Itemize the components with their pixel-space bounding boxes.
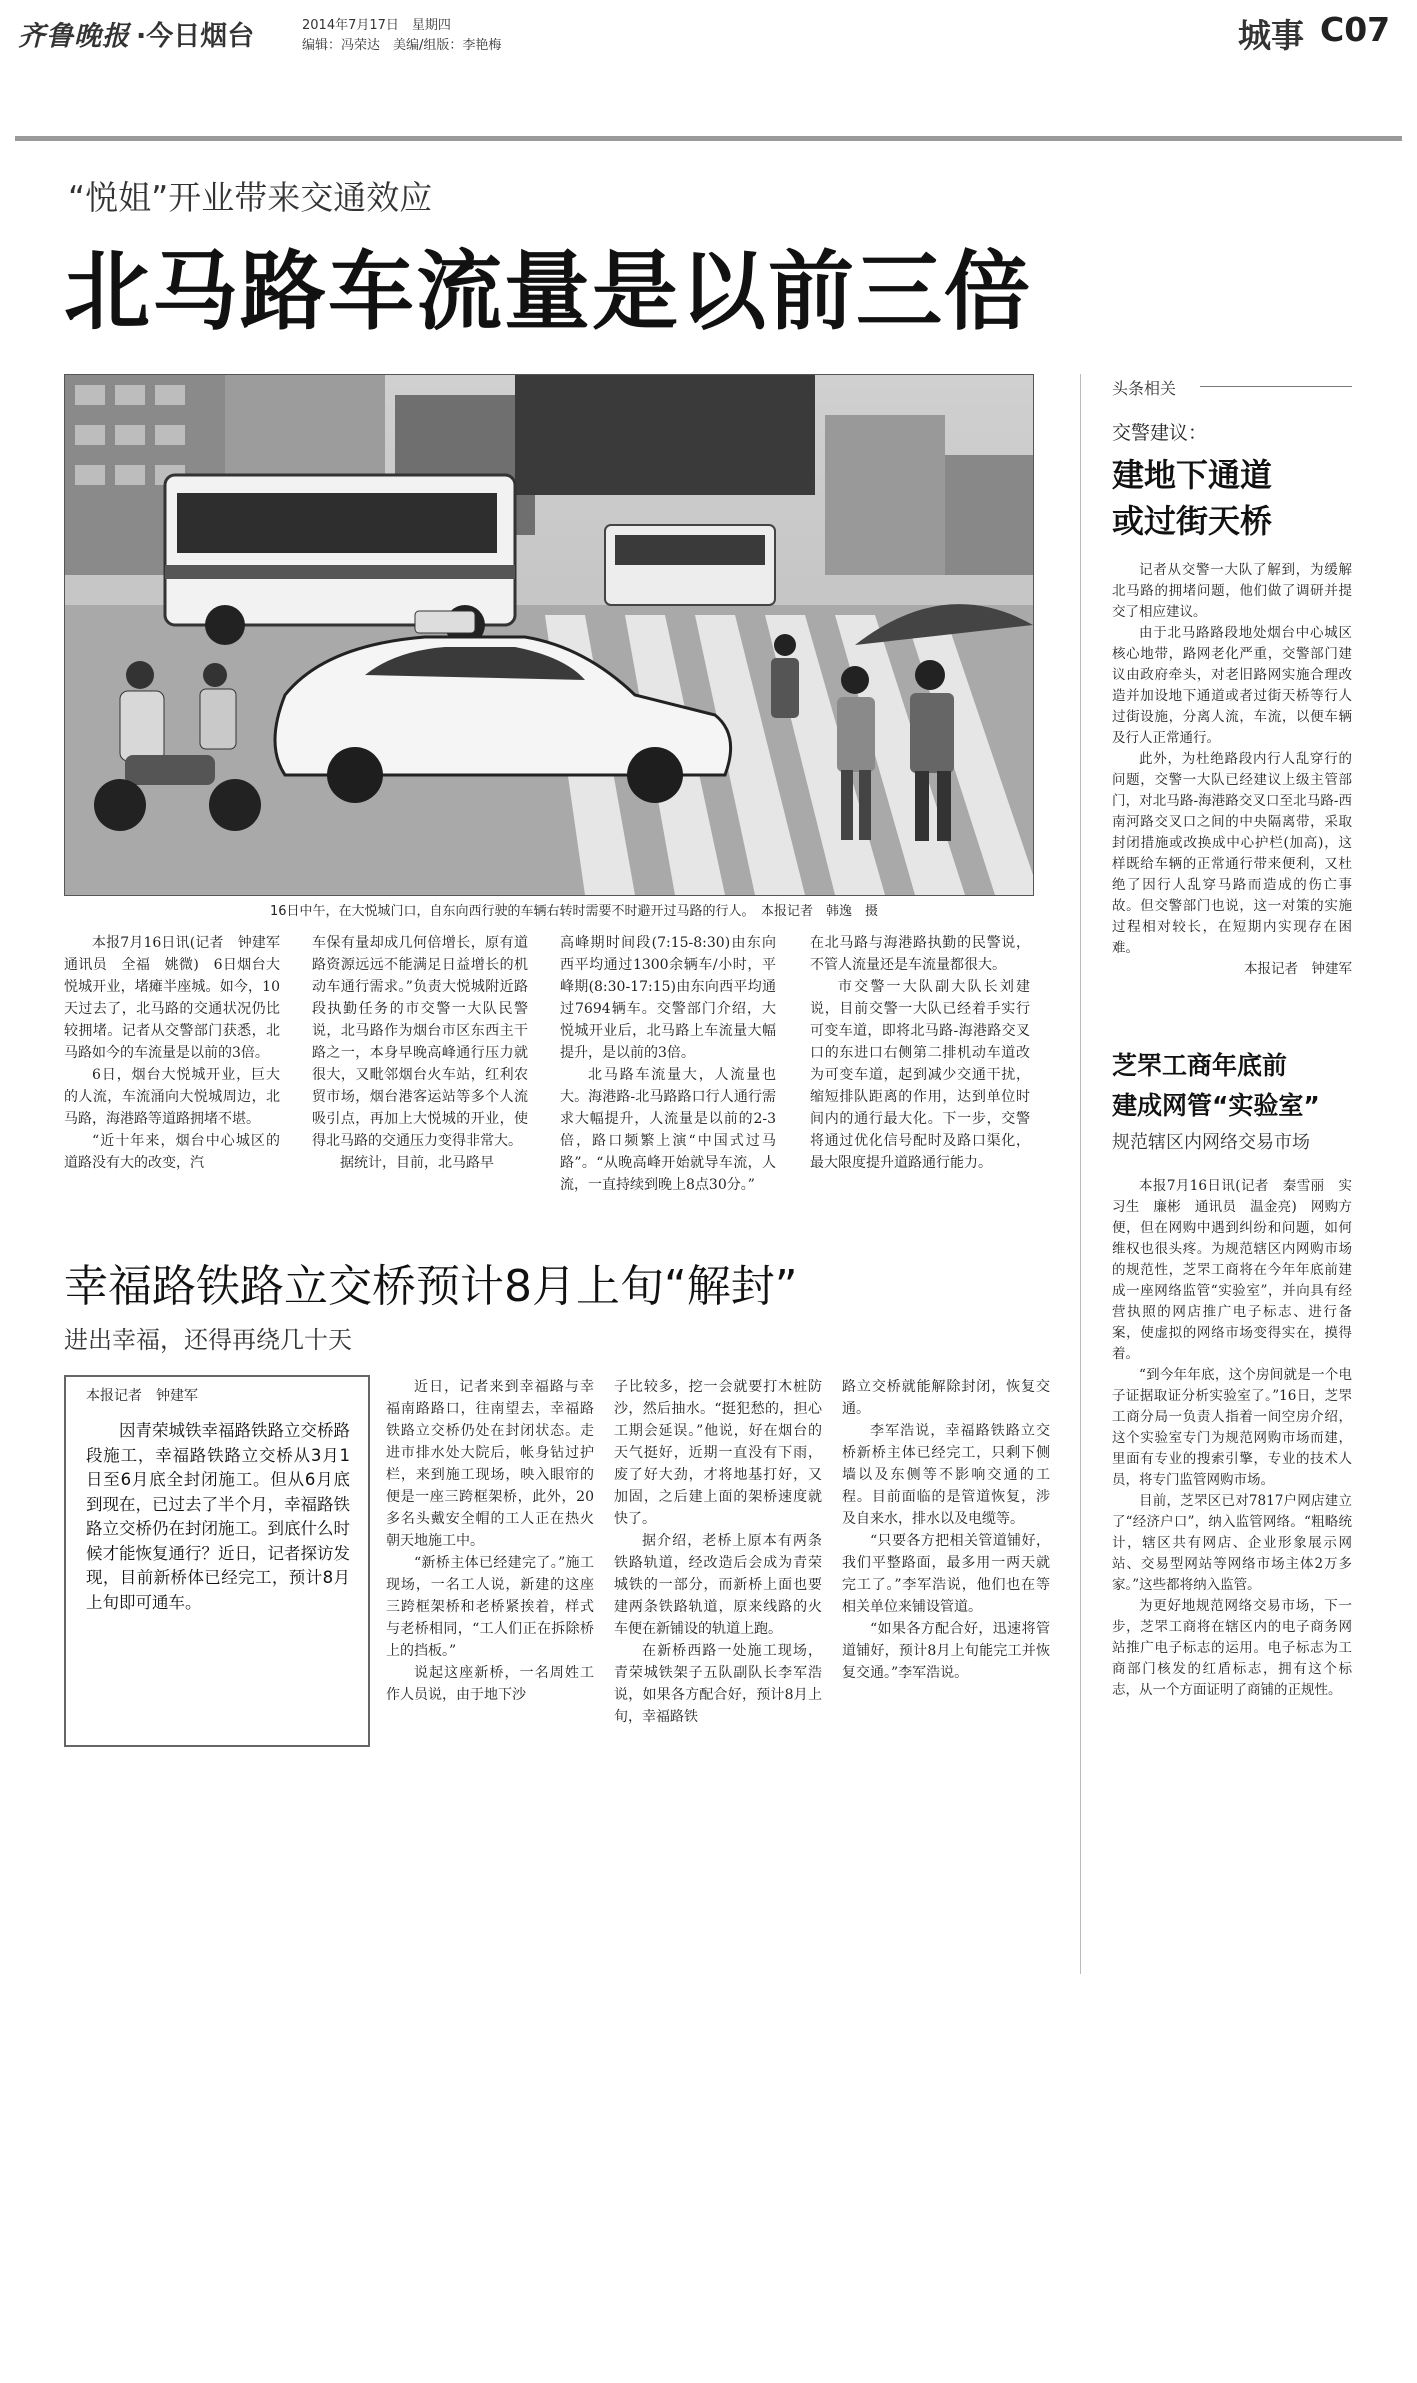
sidebar2-body xyxy=(1112,1176,1352,1701)
story2-col3-para: 李军浩说，幸福路铁路立交桥新桥主体已经完工，只剩下侧墙以及东侧等不影响交通的工程。目前面临的是管道恢复，涉及自来水，排水以及电缆等。 xyxy=(842,1423,1050,1527)
story2-col3-para: 路立交桥就能解除封闭，恢复交通。 xyxy=(842,1379,1050,1417)
sidebar1-para: 记者从交警一大队了解到，为缓解北马路的拥堵问题，他们做了调研并提交了相应建议。 xyxy=(1112,562,1352,620)
lead-column-2 xyxy=(312,932,528,1174)
page-header xyxy=(0,0,1417,60)
story2-column-2 xyxy=(614,1376,822,1728)
sidebar2-para: 目前，芝罘区已对7817户网店建立了“经济户口”，纳入监管网络。“粗略统计，辖区共有网店、企业形象展示网站、交易型网站等网络市场主体2万多家。”这些都将纳入监管。 xyxy=(1112,1493,1352,1593)
story2-col2-para: 据介绍，老桥上原本有两条铁路轨道，经改造后会成为青荣城铁的一部分，而新桥上面也要建两条铁路轨道，原来线路的火车便在新铺设的轨道上跑。 xyxy=(614,1533,822,1637)
lead-col3-para: 高峰期时间段(7:15-8:30)由东向西平均通过1300余辆车/小时，平峰期(8:30-17:15)由东向西平均通过7694辆车。交警部门介绍，大悦城开业后，北马路上车流量大幅提升，是以前的3倍。 xyxy=(560,935,776,1061)
sidebar1-headline-line2: 或过街天桥 xyxy=(1112,502,1273,540)
story2-box-byline: 本报记者 钟建军 xyxy=(86,1388,198,1404)
story2-subhead: 进出幸福，还得再绕几十天 xyxy=(64,1326,352,1354)
sidebar-divider xyxy=(1080,374,1081,1974)
story2-intro-box xyxy=(64,1375,370,1747)
sidebar1-byline: 本报记者 钟建军 xyxy=(1244,961,1352,977)
story2-col3-para: “只要各方把相关管道铺好，我们平整路面，最多用一两天就完工了。”李军浩说，他们也在等相关单位来铺设管道。 xyxy=(842,1533,1050,1615)
lead-column-1 xyxy=(64,932,294,1174)
lead-col1-para: “近十年来，烟台中心城区的道路没有大的改变，汽 xyxy=(64,1133,280,1171)
lead-col3-para: 北马路车流量大，人流量也大。海港路-北马路路口行人通行需求大幅提升，人流量是以前的2-3倍，路口频繁上演“中国式过马路”。“从晚高峰开始就导车流，人流，一直持续到晚上8点30分。” xyxy=(560,1067,776,1193)
lead-column-4 xyxy=(810,932,1030,1174)
story2-box-text: 因青荣城铁幸福路铁路立交桥路段施工，幸福路铁路立交桥从3月1日至6月底全封闭施工。但从6月底到现在，已过去了半个月，幸福路铁路立交桥仍在封闭施工。到底什么时候才能恢复通行？近日，记者探访发现，目前新桥体已经完工，预计8月上旬即可通车。 xyxy=(86,1421,350,1612)
story2-col1-para: “新桥主体已经建完了。”施工现场，一名工人说，新建的这座三跨框架桥和老桥紧挨着，样式与老桥相同，“工人们正在拆除桥上的挡板。” xyxy=(386,1555,594,1659)
section-name: ·今日烟台 xyxy=(136,21,255,52)
sidebar1-para: 此外，为杜绝路段内行人乱穿行的问题，交警一大队已经建议上级主管部门，对北马路-海港路交叉口至北马路-西南河路交叉口之间的中央隔离带，采取封闭措施或改换成中心护栏(加高)，这样既给车辆的正常通行带来便利，又杜绝了因行人乱穿马路而造成的伤亡事故。但交警部门也说，这一对策的实施过程相对较长，在短期内实现存在困难。 xyxy=(1112,751,1352,956)
lead-col4-para: 市交警一大队副大队长刘建说，目前交警一大队已经着手实行可变车道，即将北马路-海港路交叉口的东进口右侧第二排机动车道改为可变车道，起到减少交通干扰，缩短排队距离的作用，达到单位时间内的通行最大化。下一步，交警将通过优化信号配时及路口渠化，最大限度提升道路通行能力。 xyxy=(810,979,1030,1171)
story2-col1-para: 说起这座新桥，一名周姓工作人员说，由于地下沙 xyxy=(386,1665,594,1703)
story2-column-3 xyxy=(842,1376,1050,1684)
lead-column-3 xyxy=(560,932,776,1196)
sidebar1-kicker: 交警建议： xyxy=(1112,422,1208,444)
story2-column-1 xyxy=(386,1376,594,1706)
sidebar2-para: “到今年年底，这个房间就是一个电子证据取证分析实验室了。”16日，芝罘工商分局一负责人指着一间空房介绍，这个实验室专门为规范网购市场而建，里面有专业的搜索引擎，专业的技术人员，将专门监管网购市场。 xyxy=(1112,1367,1352,1488)
story2-col3-para: “如果各方配合好，迅速将管道铺好，预计8月上旬能完工并恢复交通。”李军浩说。 xyxy=(842,1621,1050,1681)
story2-col2-para: 在新桥西路一处施工现场，青荣城铁架子五队副队长李军浩说，如果各方配合好，预计8月上旬，幸福路铁 xyxy=(614,1643,822,1725)
sidebar1-label: 头条相关 xyxy=(1112,379,1177,398)
sidebar2-headline-line1: 芝罘工商年底前 xyxy=(1112,1051,1288,1080)
page-number: C07 xyxy=(1320,10,1391,49)
header-rule xyxy=(15,136,1402,141)
lead-photo xyxy=(64,374,1034,896)
lead-col1-para: 本报7月16日讯(记者 钟建军 通讯员 全福 姚微) 6日烟台大悦城开业，堵瘫半座城。如今，10天过去了，北马路的交通状况仍比较拥堵。记者从交警部门获悉，北马路如今的车流量是以前的3倍。 xyxy=(64,935,294,1061)
issue-date: 2014年7月17日 星期四 xyxy=(302,18,451,33)
photo-caption: 16日中午，在大悦城门口，自东向西行驶的车辆右转时需要不时避开过马路的行人。 本报记者 韩逸 摄 xyxy=(270,904,879,919)
editors-line: 编辑：冯荣达 美编/组版：李艳梅 xyxy=(302,38,502,53)
lead-headline: 北马路车流量是以前三倍 xyxy=(64,242,1032,342)
lead-col2-para: 车保有量却成几何倍增长，原有道路资源远远不能满足日益增长的机动车通行需求。”负责大悦城附近路段执勤任务的市交警一大队民警说，北马路作为烟台市区东西主干路之一，本身早晚高峰通行压力就很大，又毗邻烟台火车站，红利农贸市场，烟台港客运站等多个人流吸引点，再加上大悦城的开业，使得北马路的交通压力变得非常大。 xyxy=(312,935,528,1149)
lead-kicker: “悦姐”开业带来交通效应 xyxy=(68,178,433,217)
street-photo-illustration xyxy=(65,375,1033,895)
sidebar1-body xyxy=(1112,560,1352,980)
sidebar1-label-rule xyxy=(1200,386,1352,387)
story2-col1-para: 近日，记者来到幸福路与幸福南路路口，往南望去，幸福路铁路立交桥仍处在封闭状态。走进市排水处大院后，帐身钻过护栏，来到施工现场，映入眼帘的便是一座三跨框架桥，此外，20多名头戴安全帽的工人正在热火朝天地施工中。 xyxy=(386,1379,594,1549)
sidebar1-para: 由于北马路路段地处烟台中心城区核心地带，路网老化严重，交警部门建议由政府牵头，对老旧路网实施合理改造并加设地下通道或者过街天桥等行人过街设施，分离人流，车流，以便车辆及行人正常通行。 xyxy=(1112,625,1352,746)
sidebar2-para: 为更好地规范网络交易市场，下一步，芝罘工商将在辖区内的电子商务网站推广电子标志的运用。电子标志为工商部门核发的红盾标志，拥有这个标志，从一个方面证明了商铺的正规性。 xyxy=(1112,1598,1352,1698)
masthead: 齐鲁晚报 xyxy=(18,21,130,52)
sidebar1-headline-line1: 建地下通道 xyxy=(1112,456,1273,494)
story2-headline: 幸福路铁路立交桥预计8月上旬“解封” xyxy=(64,1261,798,1312)
lead-col4-para: 在北马路与海港路执勤的民警说，不管人流量还是车流量都很大。 xyxy=(810,935,1030,973)
section-tag: 城事 xyxy=(1238,16,1304,55)
lead-col2-para: 据统计，目前，北马路早 xyxy=(340,1155,494,1171)
lead-col1-para: 6日，烟台大悦城开业，巨大的人流，车流涌向大悦城周边，北马路，海港路等道路拥堵不堪。 xyxy=(64,1067,280,1127)
story2-col2-para: 子比较多，挖一会就要打木桩防沙，然后抽水。“挺犯愁的，担心工期会延误。”他说，好在烟台的天气挺好，近期一直没有下雨，废了好大劲，才将地基打好，又加固，之后建上面的架桥速度就快了。 xyxy=(614,1379,822,1527)
sidebar2-headline-line2: 建成网管“实验室” xyxy=(1112,1091,1320,1120)
sidebar2-subhead: 规范辖区内网络交易市场 xyxy=(1112,1132,1310,1153)
sidebar2-para: 本报7月16日讯(记者 秦雪丽 实习生 廉彬 通讯员 温金亮) 网购方便，但在网购中遇到纠纷和问题，如何维权也很头疼。为规范辖区内网购市场的规范性，芝罘工商将在今年年底前建成一座网络监管“实验室”，并向具有经营执照的网店推广电子标志、进行备案，使虚拟的网络市场变得实在，摸得着。 xyxy=(1112,1178,1352,1362)
